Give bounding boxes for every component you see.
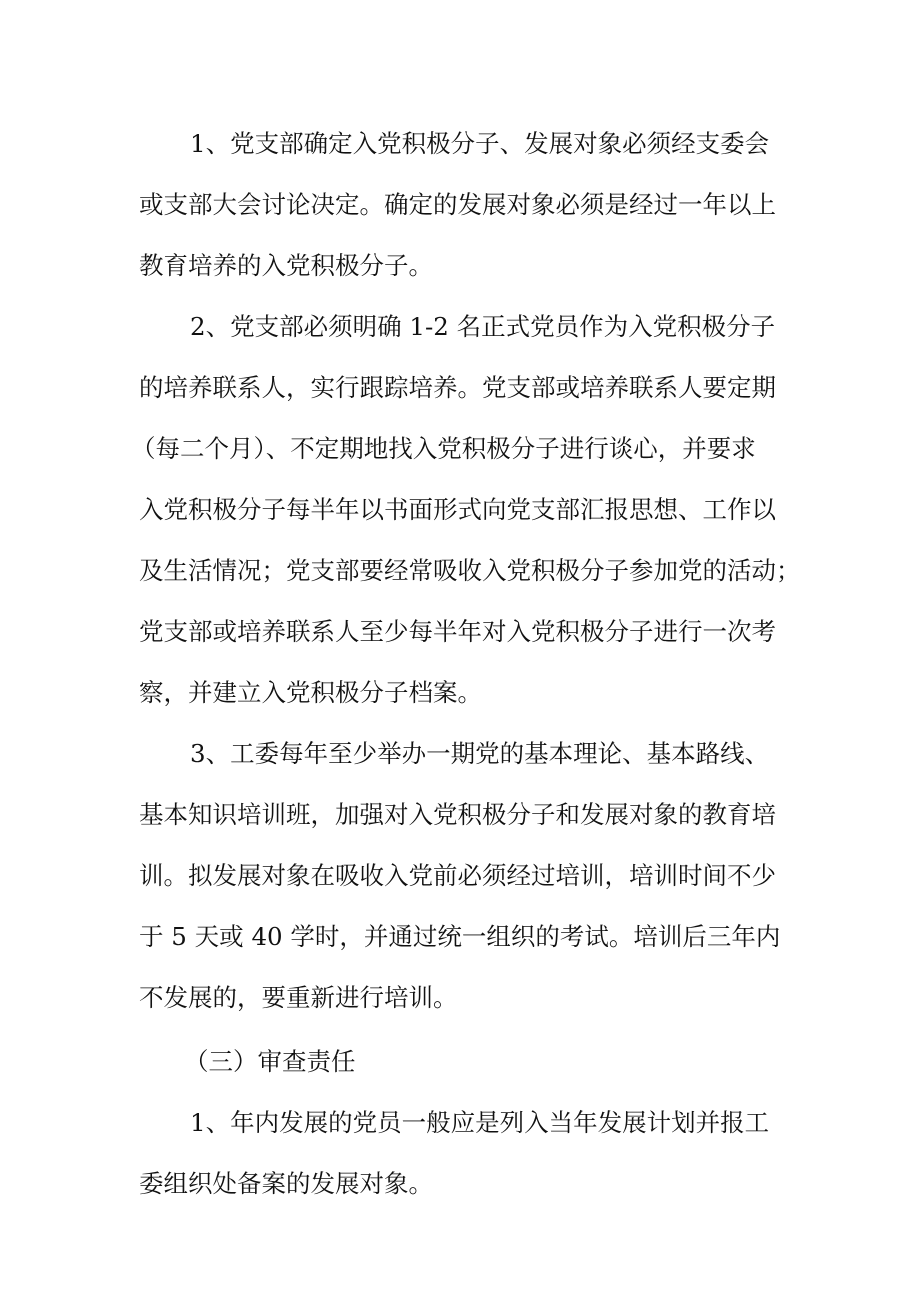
text-line-2: 或支部大会讨论决定。确定的发展对象必须是经过一年以上 <box>139 190 776 219</box>
text-line-3: 教育培养的入党积极分子。 <box>139 251 433 280</box>
text-line-11: 3、工委每年至少举办一期党的基本理论、基本路线、 <box>190 739 770 768</box>
text-line-12: 基本知识培训班，加强对入党积极分子和发展对象的教育培 <box>139 800 776 829</box>
text-line-5: 的培养联系人，实行跟踪培养。党支部或培养联系人要定期 <box>139 373 776 402</box>
text-line-1: 1、党支部确定入党积极分子、发展对象必须经支委会 <box>190 129 770 158</box>
text-line-7: 入党积极分子每半年以书面形式向党支部汇报思想、工作以 <box>139 495 776 524</box>
text-line-17: 1、年内发展的党员一般应是列入当年发展计划并报工 <box>190 1108 770 1137</box>
text-line-9: 党支部或培养联系人至少每半年对入党积极分子进行一次考 <box>139 617 776 646</box>
text-line-10: 察，并建立入党积极分子档案。 <box>139 678 482 707</box>
text-line-14: 于 5 天或 40 学时，并通过统一组织的考试。培训后三年内 <box>139 922 781 951</box>
text-line-15: 不发展的，要重新进行培训。 <box>139 983 458 1012</box>
text-line-8: 及生活情况；党支部要经常吸收入党积极分子参加党的活动； <box>139 556 801 585</box>
section-heading: （三）审查责任 <box>184 1047 356 1076</box>
text-line-6: （每二个月）、不定期地找入党积极分子进行谈心，并要求 <box>131 434 756 463</box>
text-line-13: 训。拟发展对象在吸收入党前必须经过培训，培训时间不少 <box>139 861 776 890</box>
text-line-18: 委组织处备案的发展对象。 <box>139 1169 433 1198</box>
text-line-4: 2、党支部必须明确 1-2 名正式党员作为入党积极分子 <box>190 312 776 341</box>
